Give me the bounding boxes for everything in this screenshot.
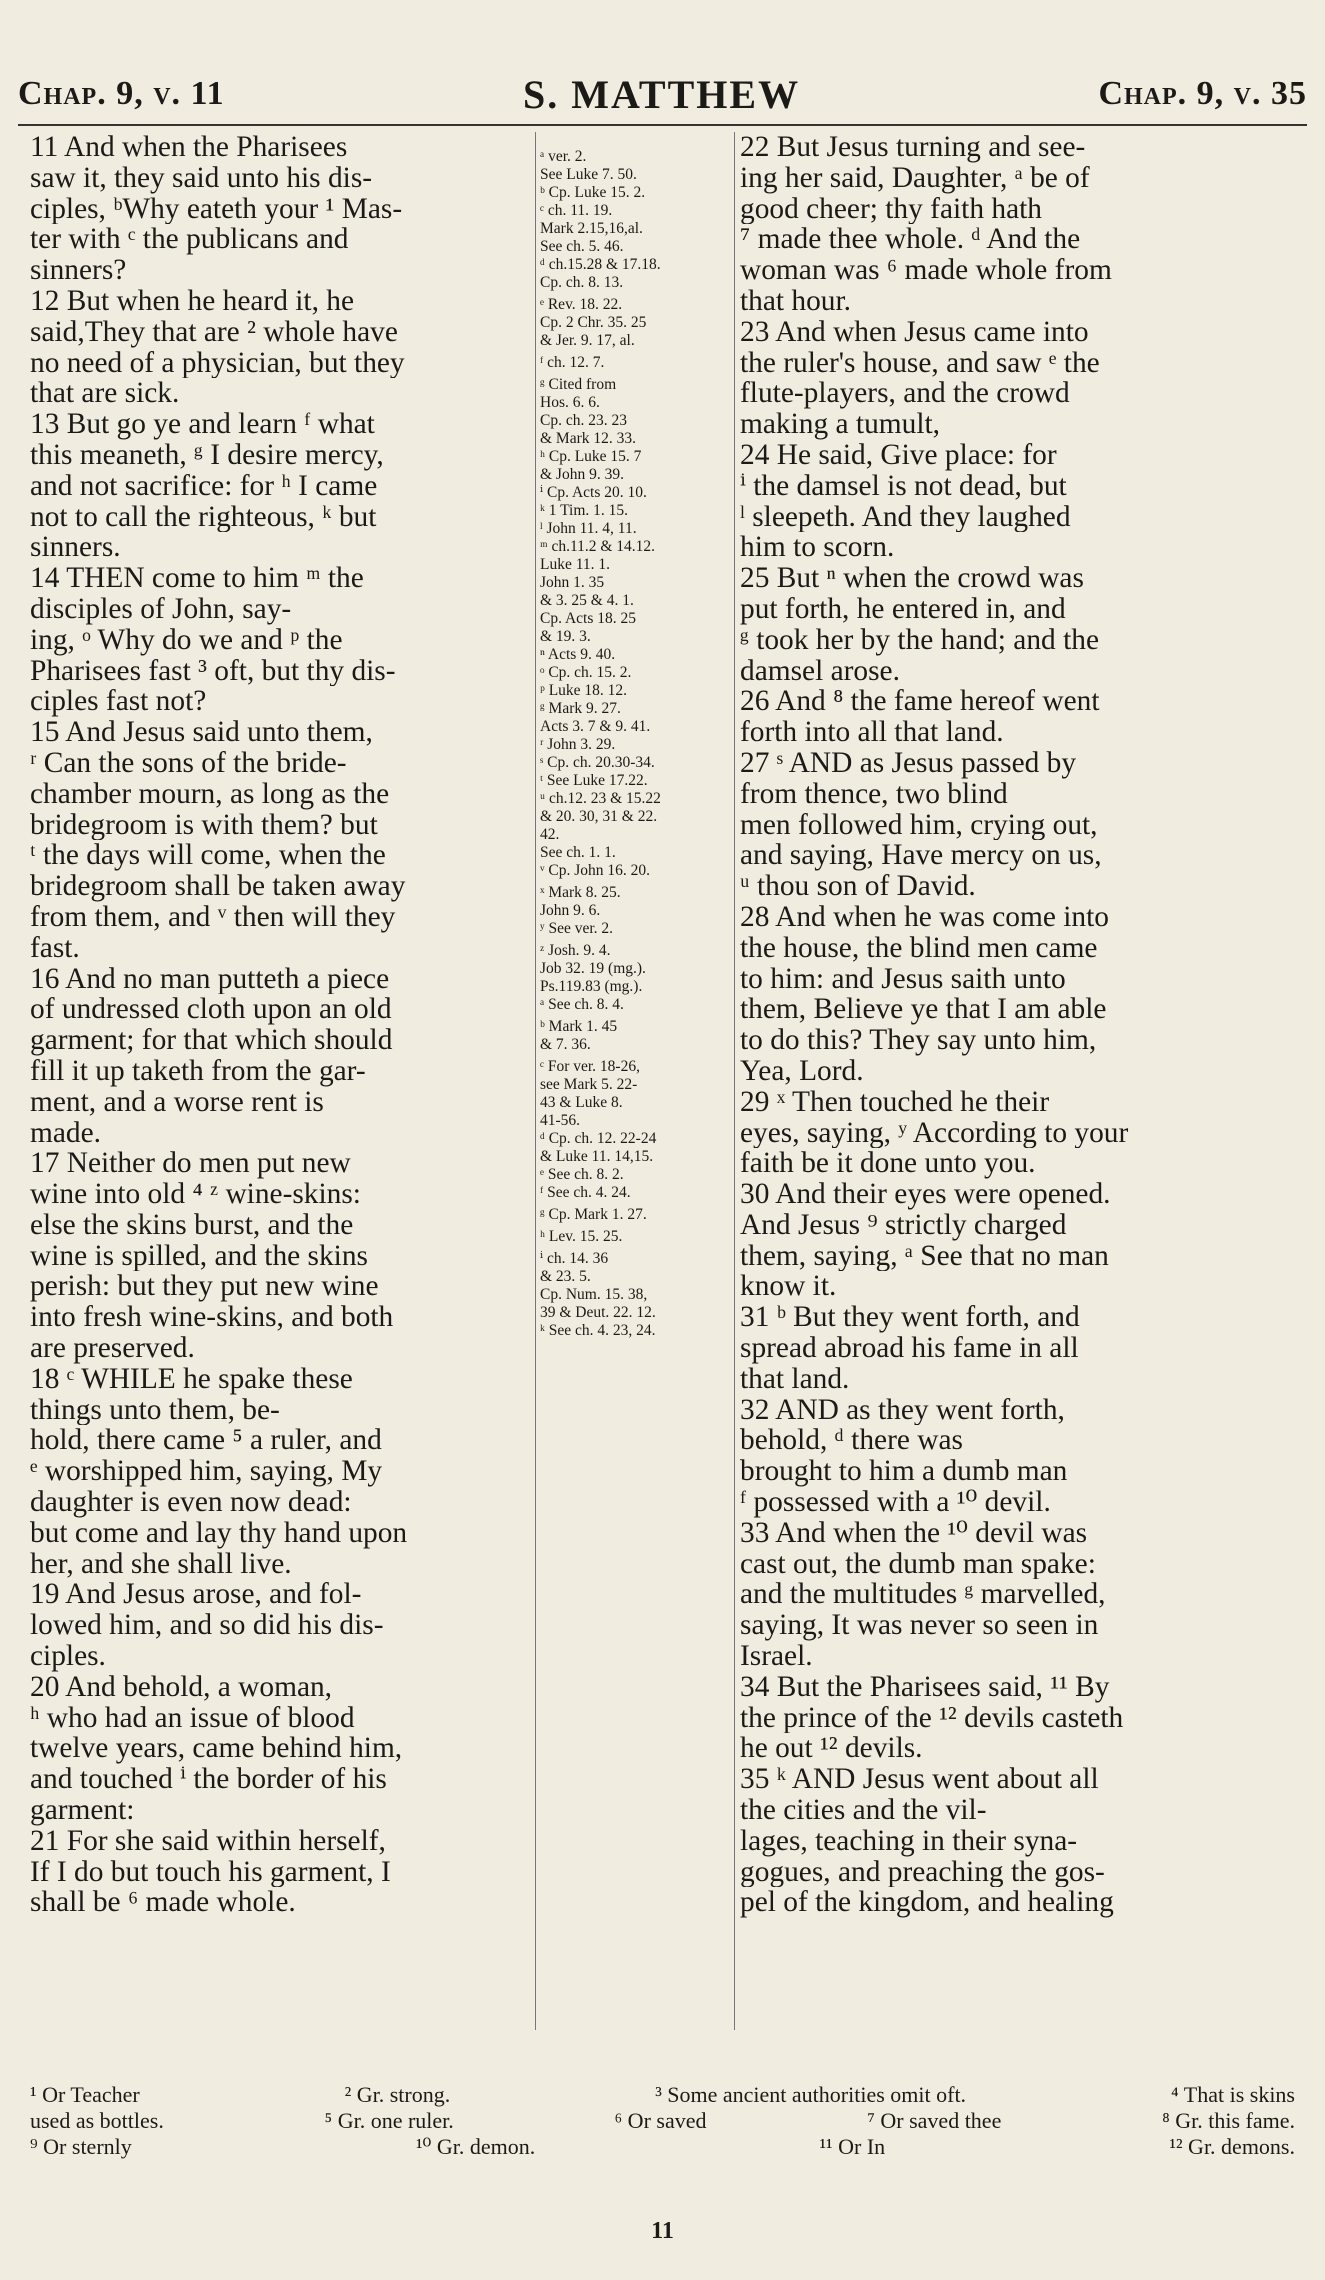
text-line: that land. bbox=[740, 1363, 850, 1395]
text-line: 22 But Jesus turning and see- bbox=[740, 132, 1086, 163]
cross-reference-block bbox=[540, 942, 730, 1014]
text-line: from thence, two blind bbox=[740, 778, 1008, 810]
text-line: ciples, ᵇWhy eateth your ¹ Mas- bbox=[30, 193, 403, 225]
text-line: ciples. bbox=[30, 1641, 106, 1672]
text-line: that hour. bbox=[740, 285, 852, 317]
text-line: her, and she shall live. bbox=[30, 1548, 292, 1580]
cross-reference: 42. bbox=[540, 826, 560, 843]
cross-reference-column bbox=[540, 148, 730, 1344]
text-line: ʳ Can the sons of the bride- bbox=[30, 747, 347, 779]
text-line: Israel. bbox=[740, 1641, 813, 1672]
text-line: wine into old ⁴ ᶻ wine-skins: bbox=[30, 1179, 361, 1210]
cross-reference: John 1. 35 bbox=[540, 574, 605, 591]
cross-reference-block bbox=[540, 1058, 730, 1202]
footnotes bbox=[30, 2082, 1295, 2160]
text-line: to him: and Jesus saith unto bbox=[740, 963, 1066, 995]
cross-reference: ⁱ Cp. Acts 20. 10. bbox=[540, 484, 647, 501]
text-line: lages, teaching in their syna- bbox=[740, 1825, 1078, 1857]
footnote: ¹ Or Teacher bbox=[30, 2082, 140, 2107]
text-line: to do this? They say unto him, bbox=[740, 1025, 1097, 1056]
text-line: bridegroom is with them? but bbox=[30, 809, 378, 841]
text-line: twelve years, came behind him, bbox=[30, 1733, 403, 1765]
text-line: shall be ⁶ made whole. bbox=[30, 1887, 296, 1919]
header-chapter-end: Chap. 9, v. 35 bbox=[1098, 75, 1307, 112]
text-line: fill it up taketh from the gar- bbox=[30, 1055, 366, 1087]
text-line: damsel arose. bbox=[740, 655, 900, 687]
text-line: he out ¹² devils. bbox=[740, 1733, 923, 1765]
text-line: garment; for that which should bbox=[30, 1025, 393, 1056]
text-line: 20 And behold, a woman, bbox=[30, 1671, 333, 1703]
text-line: ment, and a worse rent is bbox=[30, 1086, 324, 1118]
text-line: and not sacrifice: for ʰ I came bbox=[30, 470, 378, 502]
cross-reference: Job 32. 19 (mg.). bbox=[540, 960, 646, 977]
text-line: ˡ sleepeth. And they laughed bbox=[740, 501, 1071, 533]
footnote-row-3 bbox=[30, 2134, 1295, 2160]
column-divider-left bbox=[535, 132, 536, 2030]
cross-reference: ᵛ Cp. John 16. 20. bbox=[540, 862, 651, 879]
text-line: men followed him, crying out, bbox=[740, 809, 1098, 841]
text-line: them, Believe ye that I am able bbox=[740, 994, 1107, 1026]
cross-reference: Acts 3. 7 & 9. 41. bbox=[540, 718, 651, 735]
text-line: the house, the blind men came bbox=[740, 932, 1098, 964]
text-line: good cheer; thy faith hath bbox=[740, 193, 1042, 225]
text-line: them, saying, ᵃ See that no man bbox=[740, 1240, 1109, 1272]
column-divider-right bbox=[734, 132, 735, 2030]
text-line: bridegroom shall be taken away bbox=[30, 871, 406, 902]
cross-reference: ᵖ Luke 18. 12. bbox=[540, 682, 628, 699]
text-line: 34 But the Pharisees said, ¹¹ By bbox=[740, 1671, 1110, 1703]
text-line: lowed him, and so did his dis- bbox=[30, 1610, 384, 1642]
cross-reference: ʳ John 3. 29. bbox=[540, 736, 616, 753]
text-line: flute-players, and the crowd bbox=[740, 378, 1070, 410]
text-line: fast. bbox=[30, 932, 80, 964]
text-line: 28 And when he was come into bbox=[740, 901, 1109, 933]
text-line: Yea, Lord. bbox=[740, 1055, 864, 1087]
cross-reference: ᶻ Josh. 9. 4. bbox=[540, 942, 611, 959]
cross-reference-block bbox=[540, 354, 730, 372]
footnote: used as bottles. bbox=[30, 2108, 164, 2133]
text-line: hold, there came ⁵ a ruler, and bbox=[30, 1425, 382, 1457]
cross-reference: ᵍ Cp. Mark 1. 27. bbox=[540, 1206, 647, 1223]
cross-reference: 41-56. bbox=[540, 1112, 581, 1129]
text-line: disciples of John, say- bbox=[30, 593, 292, 625]
cross-reference: 43 & Luke 8. bbox=[540, 1094, 623, 1111]
cross-reference: Cp. Num. 15. 38, bbox=[540, 1286, 648, 1303]
text-line: ᵗ the days will come, when the bbox=[30, 840, 386, 872]
text-line: no need of a physician, but they bbox=[30, 347, 405, 379]
header-book-title: S. MATTHEW bbox=[523, 71, 801, 117]
text-line: said,They that are ² whole have bbox=[30, 316, 398, 348]
cross-reference-block bbox=[540, 148, 730, 292]
cross-reference: ⁱ ch. 14. 36 bbox=[540, 1250, 609, 1267]
cross-reference: ᵃ ver. 2. bbox=[540, 148, 587, 165]
cross-reference-block bbox=[540, 376, 730, 880]
text-line: ᵉ worshipped him, saying, My bbox=[30, 1456, 383, 1488]
cross-reference: Mark 2.15,16,al. bbox=[540, 220, 643, 237]
footnote: ¹¹ Or In bbox=[819, 2134, 886, 2159]
cross-reference: ᵗ See Luke 17.22. bbox=[540, 772, 648, 789]
cross-reference-block bbox=[540, 1206, 730, 1224]
text-line: ter with ᶜ the publicans and bbox=[30, 224, 349, 256]
text-line: that are sick. bbox=[30, 378, 180, 410]
left-text-column bbox=[30, 132, 530, 1918]
text-line: wine is spilled, and the skins bbox=[30, 1240, 368, 1272]
text-line: the cities and the vil- bbox=[740, 1795, 987, 1826]
cross-reference-block bbox=[540, 1228, 730, 1246]
cross-reference: ⁿ Acts 9. 40. bbox=[540, 646, 616, 663]
cross-reference: ᶜ For ver. 18-26, bbox=[540, 1058, 640, 1075]
cross-reference-block bbox=[540, 1018, 730, 1054]
cross-reference: See Luke 7. 50. bbox=[540, 166, 637, 183]
cross-reference: ˡ John 11. 4, 11. bbox=[540, 520, 637, 537]
text-line: Pharisees fast ³ oft, but thy dis- bbox=[30, 655, 396, 687]
text-line: 19 And Jesus arose, and fol- bbox=[30, 1579, 362, 1611]
cross-reference: & 7. 36. bbox=[540, 1036, 591, 1053]
text-line: 27 ˢ AND as Jesus passed by bbox=[740, 747, 1077, 779]
text-line: 32 AND as they went forth, bbox=[740, 1394, 1065, 1426]
cross-reference: ᵏ See ch. 4. 23, 24. bbox=[540, 1322, 656, 1339]
footnote: ¹² Gr. demons. bbox=[1169, 2134, 1295, 2159]
footnote: ³ Some ancient authorities omit oft. bbox=[655, 2082, 967, 2107]
text-line: made. bbox=[30, 1117, 101, 1149]
text-line: behold, ᵈ there was bbox=[740, 1425, 963, 1457]
text-line: this meaneth, ᵍ I desire mercy, bbox=[30, 439, 384, 471]
cross-reference: & Jer. 9. 17, al. bbox=[540, 332, 635, 349]
text-line: And Jesus ⁹ strictly charged bbox=[740, 1209, 1067, 1241]
page-header bbox=[18, 66, 1307, 122]
text-line: 35 ᵏ AND Jesus went about all bbox=[740, 1764, 1099, 1796]
text-line: 21 For she said within herself, bbox=[30, 1825, 386, 1857]
cross-reference: ᵒ Cp. ch. 15. 2. bbox=[540, 664, 632, 681]
text-line: If I do but touch his garment, I bbox=[30, 1856, 391, 1888]
text-line: the prince of the ¹² devils casteth bbox=[740, 1702, 1124, 1734]
text-line: 15 And Jesus said unto them, bbox=[30, 717, 373, 748]
text-line: 17 Neither do men put new bbox=[30, 1148, 351, 1180]
cross-reference: Luke 11. 1. bbox=[540, 556, 611, 573]
cross-reference: ʸ See ver. 2. bbox=[540, 920, 614, 937]
text-line: 25 But ⁿ when the crowd was bbox=[740, 563, 1084, 594]
text-line: ⁷ made thee whole. ᵈ And the bbox=[740, 224, 1081, 256]
cross-reference: & 19. 3. bbox=[540, 628, 591, 645]
text-line: gogues, and preaching the gos- bbox=[740, 1856, 1105, 1888]
footnote: ¹⁰ Gr. demon. bbox=[415, 2134, 536, 2159]
header-rule bbox=[18, 124, 1307, 126]
cross-reference: ᵈ Cp. ch. 12. 22-24 bbox=[540, 1130, 657, 1147]
text-line: ᵘ thou son of David. bbox=[740, 871, 976, 902]
text-line: and touched ⁱ the border of his bbox=[30, 1764, 387, 1796]
cross-reference: ˣ Mark 8. 25. bbox=[540, 884, 621, 901]
text-line: ing her said, Daughter, ᵃ be of bbox=[740, 162, 1090, 194]
text-line: 11 And when the Pharisees bbox=[30, 132, 348, 163]
text-line: 13 But go ye and learn ᶠ what bbox=[30, 409, 375, 440]
text-line: 18 ᶜ WHILE he spake these bbox=[30, 1363, 353, 1395]
text-line: 29 ˣ Then touched he their bbox=[740, 1086, 1050, 1118]
cross-reference: ᵐ ch.11.2 & 14.12. bbox=[540, 538, 656, 555]
text-line: the ruler's house, and saw ᵉ the bbox=[740, 347, 1100, 379]
text-line: not to call the righteous, ᵏ but bbox=[30, 501, 377, 533]
text-line: making a tumult, bbox=[740, 409, 940, 440]
footnote: ⁹ Or sternly bbox=[30, 2134, 132, 2159]
text-line: ᵍ took her by the hand; and the bbox=[740, 624, 1099, 656]
cross-reference-block bbox=[540, 296, 730, 350]
text-line: saying, It was never so seen in bbox=[740, 1610, 1099, 1642]
text-line: perish: but they put new wine bbox=[30, 1271, 379, 1303]
cross-reference: Cp. ch. 23. 23 bbox=[540, 412, 627, 429]
footnote: ⁶ Or saved bbox=[614, 2108, 707, 2133]
text-line: 16 And no man putteth a piece bbox=[30, 963, 390, 995]
header-chapter-start: Chap. 9, v. 11 bbox=[18, 75, 225, 112]
text-line: ing, ᵒ Why do we and ᵖ the bbox=[30, 624, 343, 656]
cross-reference: See ch. 5. 46. bbox=[540, 238, 624, 255]
text-line: pel of the kingdom, and healing bbox=[740, 1887, 1114, 1919]
text-line: 24 He said, Give place: for bbox=[740, 439, 1057, 471]
text-line: cast out, the dumb man spake: bbox=[740, 1548, 1096, 1580]
footnote-row-1 bbox=[30, 2082, 1295, 2108]
cross-reference: Cp. ch. 8. 13. bbox=[540, 274, 624, 291]
footnote: ² Gr. strong. bbox=[344, 2082, 451, 2107]
footnote: ⁵ Gr. one ruler. bbox=[324, 2108, 454, 2133]
text-line: know it. bbox=[740, 1271, 837, 1303]
text-line: of undressed cloth upon an old bbox=[30, 994, 392, 1026]
text-line: forth into all that land. bbox=[740, 717, 1004, 748]
cross-reference: Ps.119.83 (mg.). bbox=[540, 978, 643, 995]
cross-reference: see Mark 5. 22- bbox=[540, 1076, 638, 1093]
cross-reference: ʰ Lev. 15. 25. bbox=[540, 1228, 623, 1245]
cross-reference: ᵏ 1 Tim. 1. 15. bbox=[540, 502, 629, 519]
cross-reference: ᶠ See ch. 4. 24. bbox=[540, 1184, 631, 1201]
text-line: saw it, they said unto his dis- bbox=[30, 162, 373, 194]
cross-reference: ᵃ See ch. 8. 4. bbox=[540, 996, 624, 1013]
text-line: 31 ᵇ But they went forth, and bbox=[740, 1302, 1080, 1334]
text-line: sinners? bbox=[30, 255, 127, 286]
cross-reference: See ch. 1. 1. bbox=[540, 844, 616, 861]
text-line: ciples fast not? bbox=[30, 686, 207, 718]
text-line: daughter is even now dead: bbox=[30, 1487, 352, 1518]
text-line: 33 And when the ¹⁰ devil was bbox=[740, 1517, 1088, 1549]
text-line: chamber mourn, as long as the bbox=[30, 778, 390, 810]
cross-reference: John 9. 6. bbox=[540, 902, 601, 919]
cross-reference: 39 & Deut. 22. 12. bbox=[540, 1304, 656, 1321]
text-line: woman was ⁶ made whole from bbox=[740, 255, 1112, 286]
text-line: brought to him a dumb man bbox=[740, 1456, 1068, 1488]
text-line: garment: bbox=[30, 1795, 135, 1826]
footnote: ⁸ Gr. this fame. bbox=[1162, 2108, 1295, 2133]
footnote-row-2 bbox=[30, 2108, 1295, 2134]
text-line: from them, and ᵛ then will they bbox=[30, 901, 396, 933]
cross-reference: & Mark 12. 33. bbox=[540, 430, 637, 447]
cross-reference: ᵇ Mark 1. 45 bbox=[540, 1018, 618, 1035]
text-line: 12 But when he heard it, he bbox=[30, 285, 355, 317]
text-line: else the skins burst, and the bbox=[30, 1209, 354, 1241]
cross-reference: Cp. Acts 18. 25 bbox=[540, 610, 637, 627]
text-line: 14 THEN come to him ᵐ the bbox=[30, 563, 364, 594]
text-line: and the multitudes ᵍ marvelled, bbox=[740, 1579, 1106, 1611]
text-line: ⁱ the damsel is not dead, but bbox=[740, 470, 1067, 502]
text-line: spread abroad his fame in all bbox=[740, 1333, 1079, 1364]
cross-reference: ᶜ ch. 11. 19. bbox=[540, 202, 613, 219]
cross-reference: ʰ Cp. Luke 15. 7 bbox=[540, 448, 642, 465]
text-line: faith be it done unto you. bbox=[740, 1148, 1036, 1180]
cross-reference: ᶠ ch. 12. 7. bbox=[540, 354, 605, 371]
text-line: him to scorn. bbox=[740, 532, 895, 564]
cross-reference: Hos. 6. 6. bbox=[540, 394, 600, 411]
text-line: into fresh wine-skins, and both bbox=[30, 1302, 394, 1334]
cross-reference: ᵍ Cited from bbox=[540, 376, 617, 393]
cross-reference: ᵈ ch.15.28 & 17.18. bbox=[540, 256, 661, 273]
text-line: 26 And ⁸ the fame hereof went bbox=[740, 686, 1100, 718]
text-line: and saying, Have mercy on us, bbox=[740, 840, 1102, 872]
text-line: things unto them, be- bbox=[30, 1394, 280, 1426]
page-number: 11 bbox=[651, 2218, 674, 2244]
text-line: are preserved. bbox=[30, 1333, 195, 1364]
right-text-column bbox=[740, 132, 1248, 1918]
cross-reference: ᵘ ch.12. 23 & 15.22 bbox=[540, 790, 661, 807]
cross-reference: ᵉ See ch. 8. 2. bbox=[540, 1166, 624, 1183]
cross-reference: & 23. 5. bbox=[540, 1268, 591, 1285]
cross-reference: & Luke 11. 14,15. bbox=[540, 1148, 654, 1165]
footnote: ⁴ That is skins bbox=[1171, 2082, 1295, 2107]
text-line: put forth, he entered in, and bbox=[740, 593, 1066, 625]
cross-reference: & 3. 25 & 4. 1. bbox=[540, 592, 634, 609]
text-line: but come and lay thy hand upon bbox=[30, 1517, 408, 1549]
cross-reference: Cp. 2 Chr. 35. 25 bbox=[540, 314, 647, 331]
cross-reference-block bbox=[540, 1250, 730, 1340]
cross-reference: ᵉ Rev. 18. 22. bbox=[540, 296, 623, 313]
cross-reference: ᵇ Cp. Luke 15. 2. bbox=[540, 184, 646, 201]
text-line: ʰ who had an issue of blood bbox=[30, 1702, 355, 1734]
cross-reference-block bbox=[540, 884, 730, 938]
cross-reference: & John 9. 39. bbox=[540, 466, 624, 483]
text-line: 30 And their eyes were opened. bbox=[740, 1179, 1111, 1210]
text-line: 23 And when Jesus came into bbox=[740, 316, 1089, 348]
cross-reference: & 20. 30, 31 & 22. bbox=[540, 808, 658, 825]
cross-reference: ˢ Cp. ch. 20.30-34. bbox=[540, 754, 655, 771]
text-line: ᶠ possessed with a ¹⁰ devil. bbox=[740, 1487, 1051, 1518]
footnote: ⁷ Or saved thee bbox=[867, 2108, 1002, 2133]
text-line: sinners. bbox=[30, 532, 121, 564]
text-line: eyes, saying, ʸ According to your bbox=[740, 1117, 1129, 1149]
cross-reference: ᵍ Mark 9. 27. bbox=[540, 700, 621, 717]
